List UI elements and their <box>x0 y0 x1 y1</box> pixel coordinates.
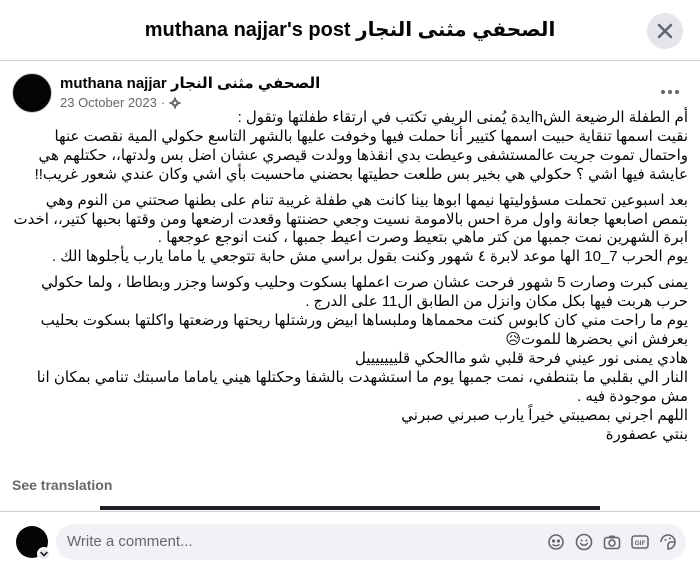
avatar-sticker-icon <box>547 533 565 551</box>
media-preview-edge <box>0 506 700 510</box>
meta-separator: · <box>160 95 166 110</box>
comment-input[interactable] <box>56 524 686 560</box>
camera-button[interactable] <box>602 532 622 552</box>
post-meta <box>60 95 181 110</box>
post-dialog-header <box>0 0 700 61</box>
comment-composer <box>0 511 700 577</box>
more-options-button[interactable] <box>652 77 688 107</box>
close-button[interactable] <box>647 13 683 49</box>
comment-tools <box>546 532 678 552</box>
avatar-sticker-button[interactable] <box>546 532 566 552</box>
author-avatar[interactable] <box>12 73 52 113</box>
see-translation-link[interactable]: See translation <box>12 477 113 493</box>
post-date[interactable]: 23 October 2023 <box>60 95 157 110</box>
post-paragraph-3: يمنى كبرت وصارت 5 شهور فرحت عشان صرت اعملها بسكوت وحليب وكوسا وجزر وبطاطا ، ولما حكولي حرب هربت فيها بكل مكان وانزل من الطابق ال11 على الدرج . يوم ما راحت مني كان كابوس كنت محمماها وملبساها ابيض ورشتلها ريحتها ورضعتها واكلتها بسكوت بحليب بعرفش اني بحضرها للموت😥 هادي يمنى نور عيني فرحة قلبي شو ماالحكي قليييييييل النار الي بقلبي ما بتنطفي، نمت جمبها يوم ما استشهدت بالشفا وحكتلها هيني ياماما ماسبتك تنامي بمكان انا مش موجودة فيه . اللهم اجرني بمصيبتي خيراً يارب صبرني صبرني بنتي عصفورة <box>36 274 688 443</box>
post-paragraph-1: أم الطفلة الرضيعة الشhايدة يُمنى الريفي تكتب في ارتقاء طفلتها وتقول : نقيت اسمها تنقاية حبيت اسمها كتيير أنا حملت فيها وخوفت عليها بالشهر التاسع حكولي المية نقصت عنها واحتمال تموت جريت عالمستشفى وعيطت بدي انقذها وولدت قيصري عشان اضل بس ولدتها،، حكتلهم هي عايشة فيها اشي ؟ حكولي هي بخير بس طلعت حطيتها بحضني ماحسيت بأي اشي وكان عندي شعور غريب!! <box>34 109 688 183</box>
camera-icon <box>603 533 621 551</box>
emoji-button[interactable] <box>574 532 594 552</box>
gif-icon <box>631 533 649 551</box>
post-header <box>12 73 688 113</box>
svg-text:GIF: GIF <box>634 540 646 547</box>
comment-placeholder: Write a comment... <box>67 533 193 550</box>
emoji-icon <box>575 533 593 551</box>
dialog-title: muthana najjar's post الصحفي مثنى النجار <box>144 19 556 41</box>
gear-icon[interactable] <box>169 97 181 109</box>
sticker-button[interactable] <box>658 532 678 552</box>
gif-button[interactable] <box>630 532 650 552</box>
media-preview-dark <box>100 506 600 510</box>
chevron-down-icon <box>40 551 48 557</box>
profile-switch-badge[interactable] <box>37 547 51 561</box>
author-name[interactable]: muthana najjar الصحفي مثنى النجار <box>60 75 321 92</box>
more-horizontal-icon <box>660 89 680 95</box>
close-icon <box>655 21 675 41</box>
post-body <box>10 109 688 444</box>
sticker-icon <box>659 533 677 551</box>
post-paragraph-2: بعد اسبوعين تحملت مسؤوليتها نيمها ابوها بينا كانت هي طفلة غريبة تنام على بطنها صحتني من النوم وهي بتمص اصابعها جعانة واول مرة احس بالامومة نسيت وجعي حضنتها وقعدت ارضعها ومن وقتها بحبها كتير،، اخدت ابرة الشهرين نمت جمبها من كتر ماهي بتعيط وصرت اعيط جمبها ، كنت انوجع عوجعها . يوم الحرب 7_10 الها موعد لابرة ٤ شهور وكنت بقول براسي مش حابة تتوجعي يا ماما يارب يأجلوها الك . <box>13 191 688 266</box>
